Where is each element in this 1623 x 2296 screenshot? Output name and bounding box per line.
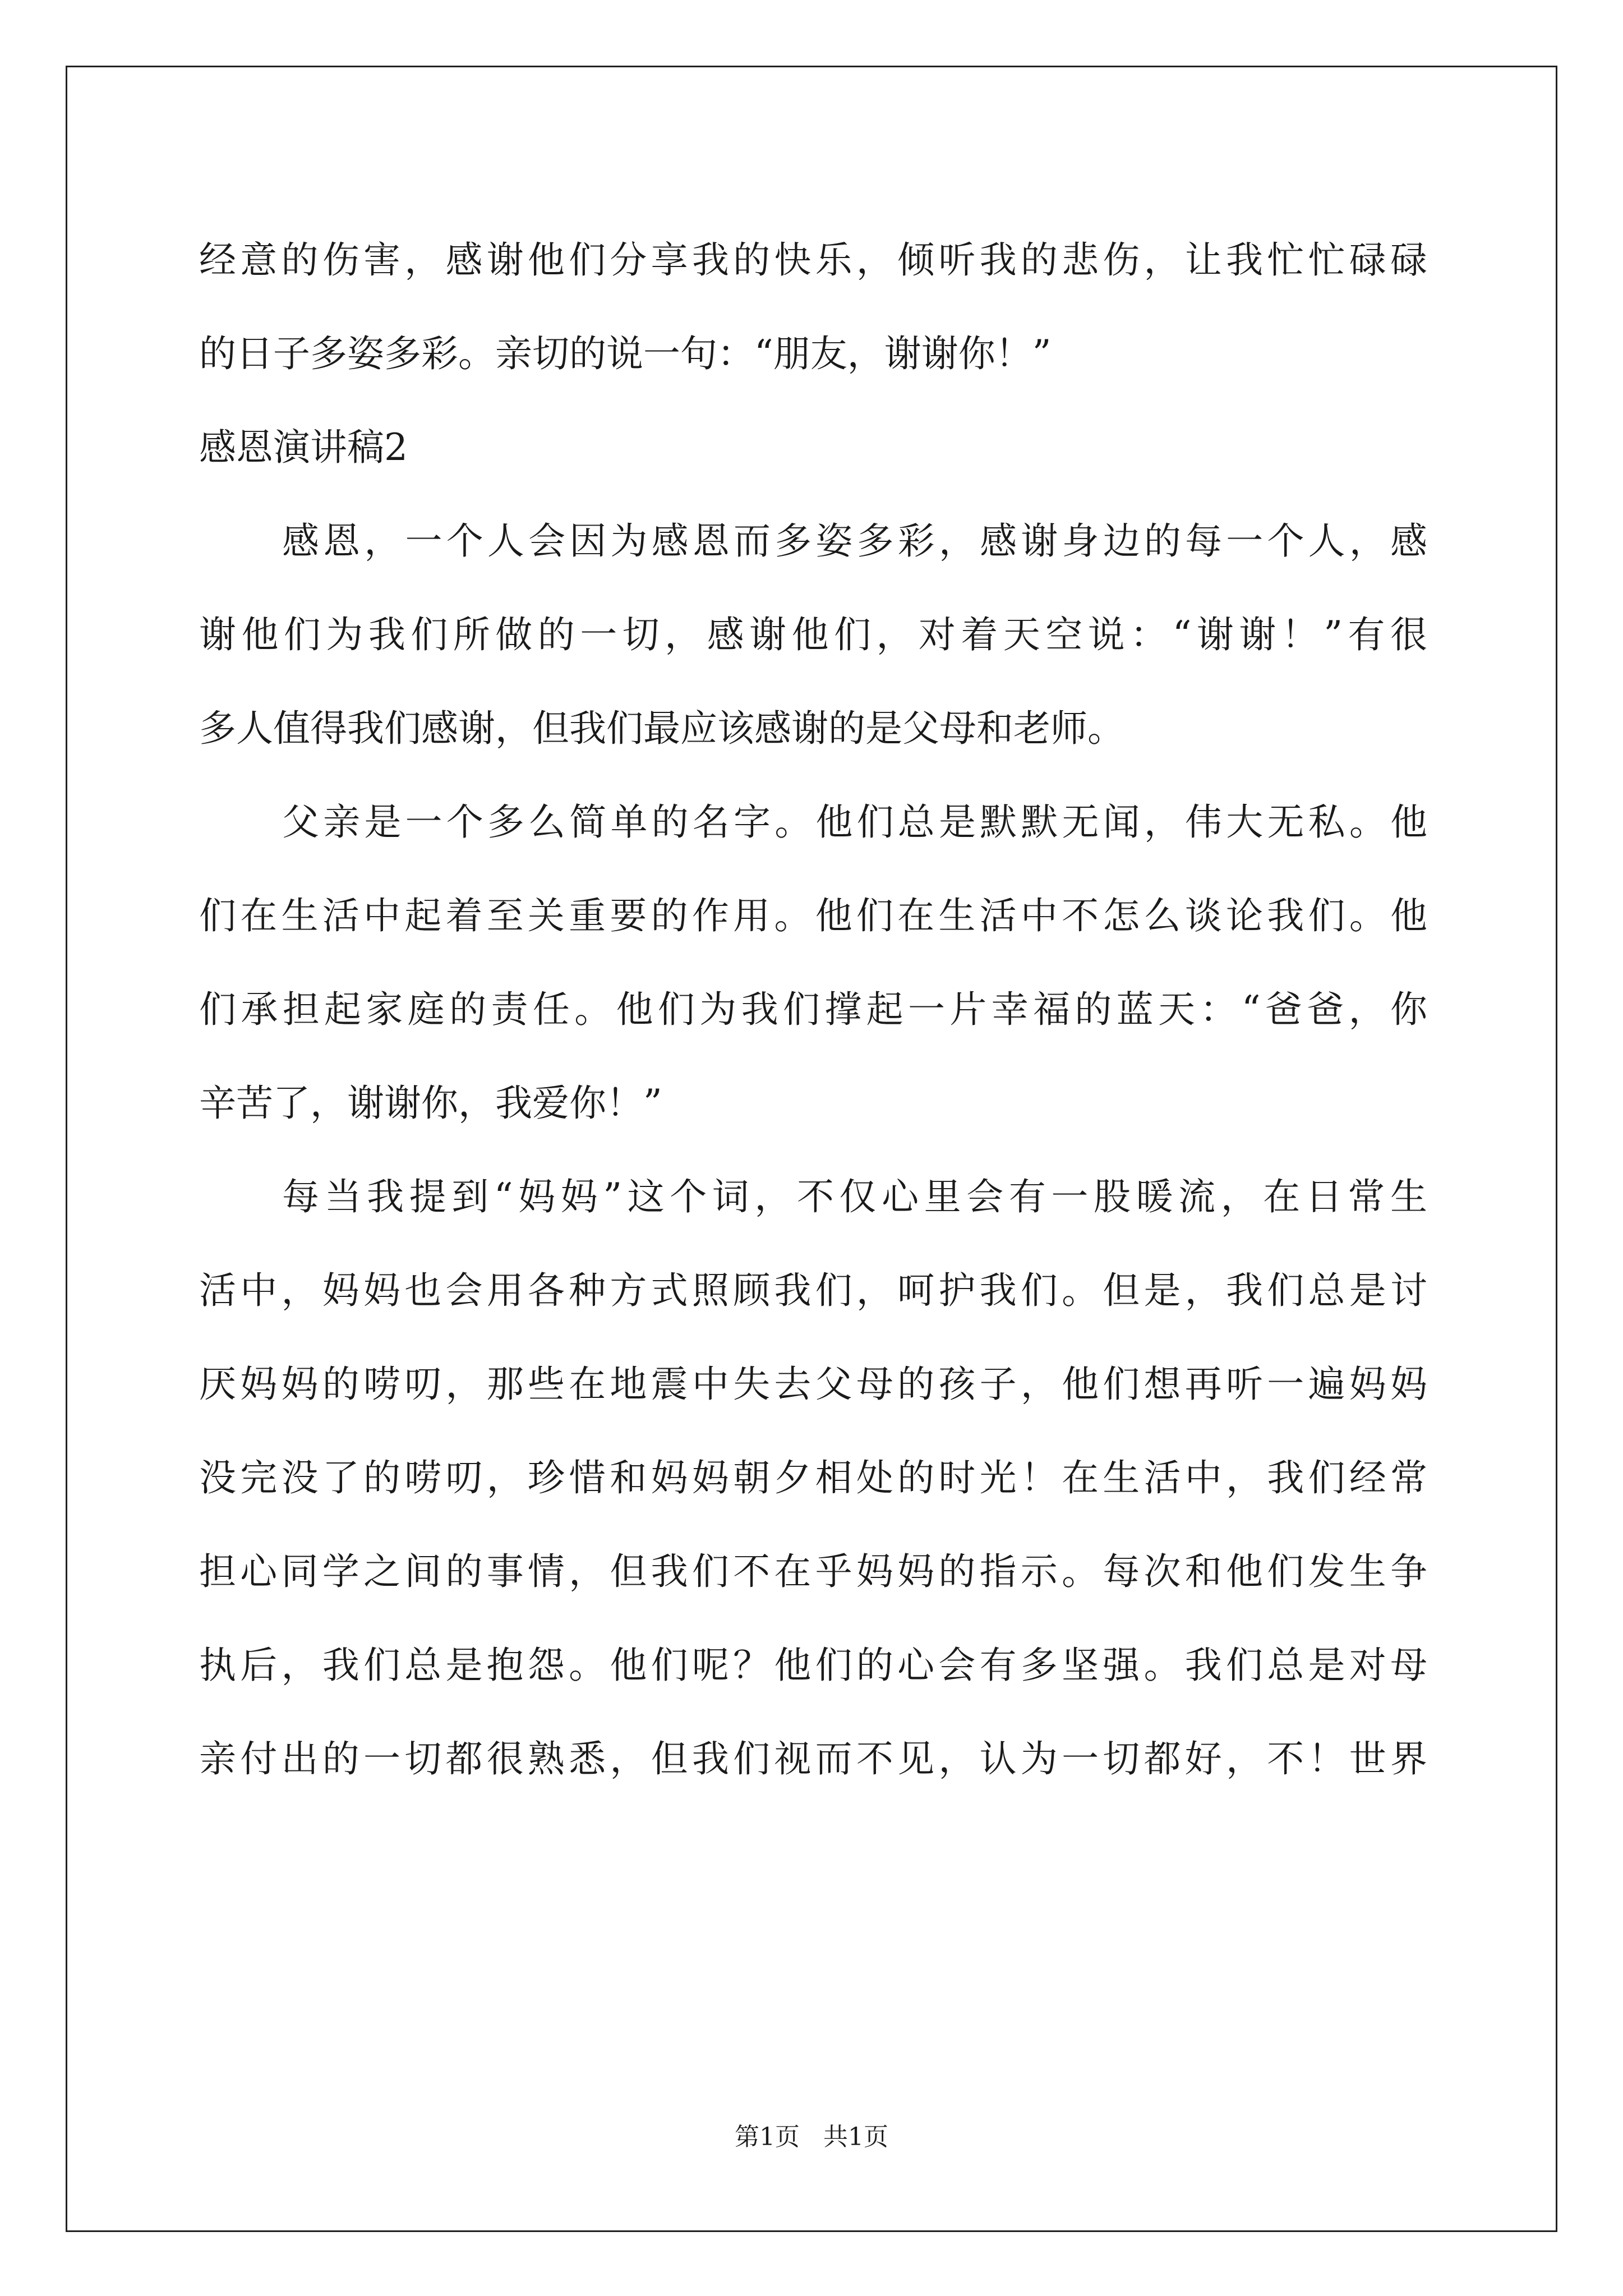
paragraph-line: 多人值得我们感谢，但我们最应该感谢的是父母和老师。 [199, 707, 1124, 750]
paragraph-line: 执后，我们总是抱怨。他们呢？他们的心会有多坚强。我们总是对母 [199, 1644, 1427, 1687]
paragraph-line: 的日子多姿多彩。亲切的说一句：“朋友，谢谢你！” [199, 332, 1052, 375]
paragraph-line: 活中，妈妈也会用各种方式照顾我们，呵护我们。但是，我们总是讨 [199, 1269, 1427, 1312]
paragraph-line: 担心同学之间的事情，但我们不在乎妈妈的指示。每次和他们发生争 [199, 1550, 1427, 1593]
paragraph-line: 们承担起家庭的责任。他们为我们撑起一片幸福的蓝天：“爸爸，你 [199, 988, 1427, 1031]
paragraph-line: 亲付出的一切都很熟悉，但我们视而不见，认为一切都好，不！世界 [199, 1737, 1427, 1780]
section-heading: 感恩演讲稿2 [199, 426, 408, 469]
paragraph-line: 们在生活中起着至关重要的作用。他们在生活中不怎么谈论我们。他 [199, 894, 1427, 937]
paragraph-line: 感恩，一个人会因为感恩而多姿多彩，感谢身边的每一个人，感 [282, 519, 1427, 563]
page-footer: 第1页 共1页 [735, 2123, 888, 2151]
document-body [199, 213, 1427, 1806]
paragraph-line: 没完没了的唠叨，珍惜和妈妈朝夕相处的时光！在生活中，我们经常 [199, 1456, 1427, 1499]
paragraph-line: 每当我提到“妈妈”这个词，不仅心里会有一股暖流，在日常生 [282, 1175, 1427, 1218]
paragraph-line: 谢他们为我们所做的一切，感谢他们，对着天空说：“谢谢！”有很 [199, 613, 1427, 656]
paragraph-line: 经意的伤害，感谢他们分享我的快乐，倾听我的悲伤，让我忙忙碌碌 [199, 238, 1427, 282]
paragraph-line: 厌妈妈的唠叨，那些在地震中失去父母的孩子，他们想再听一遍妈妈 [199, 1363, 1427, 1406]
paragraph-line: 父亲是一个多么简单的名字。他们总是默默无闻，伟大无私。他 [282, 800, 1427, 844]
paragraph-line: 辛苦了，谢谢你，我爱你！” [199, 1082, 662, 1125]
